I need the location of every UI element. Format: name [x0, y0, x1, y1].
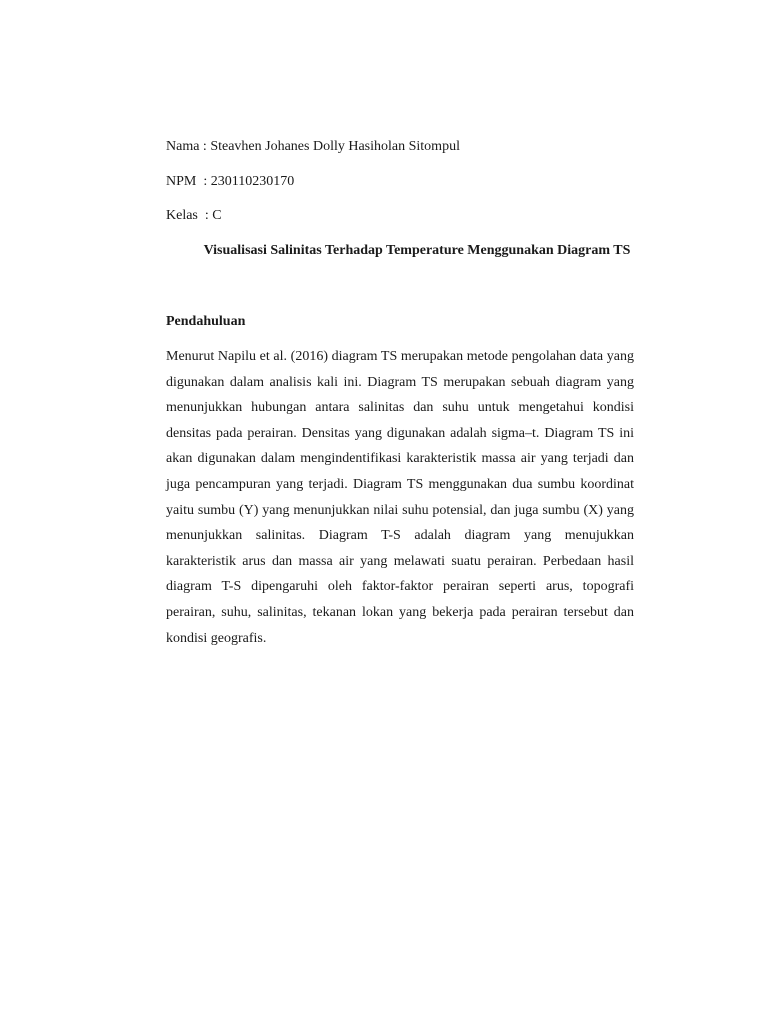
student-npm: NPM : 230110230170 — [166, 174, 295, 189]
body-paragraph: Menurut Napilu et al. (2016) diagram TS merupakan metode pengolahan data yang digunakan dalam analisis kali ini. Diagram TS merupakan sebuah diagram yang menunjukkan hubungan antara salinitas dan suhu untuk mengetahui kondisi densitas pada perairan. Densitas yang digunakan adalah sigma–t. Diagram TS ini akan digunakan dalam mengindentifikasi karakteristik massa air yang terjadi dan juga pencampuran yang terjadi. Diagram TS menggunakan dua sumbu koordinat yaitu sumbu (Y) yang menunjukkan nilai suhu potensial, dan juga sumbu (X) yang menunjukkan salinitas. Diagram T-S adalah diagram yang menujukkan karakteristik arus dan massa air yang melawati suatu perairan. Perbedaan hasil diagram T-S dipengaruhi oleh faktor-faktor perairan seperti arus, topografi perairan, suhu, salinitas, tekanan lokan yang bekerja pada perairan tersebut dan kondisi geografis. — [166, 349, 634, 646]
document-title: Visualisasi Salinitas Terhadap Temperature Menggunakan Diagram TS — [203, 243, 631, 258]
section-heading: Pendahuluan — [166, 314, 246, 329]
student-class: Kelas : C — [166, 208, 222, 223]
student-name: Nama : Steavhen Johanes Dolly Hasiholan Sitompul — [166, 139, 460, 154]
